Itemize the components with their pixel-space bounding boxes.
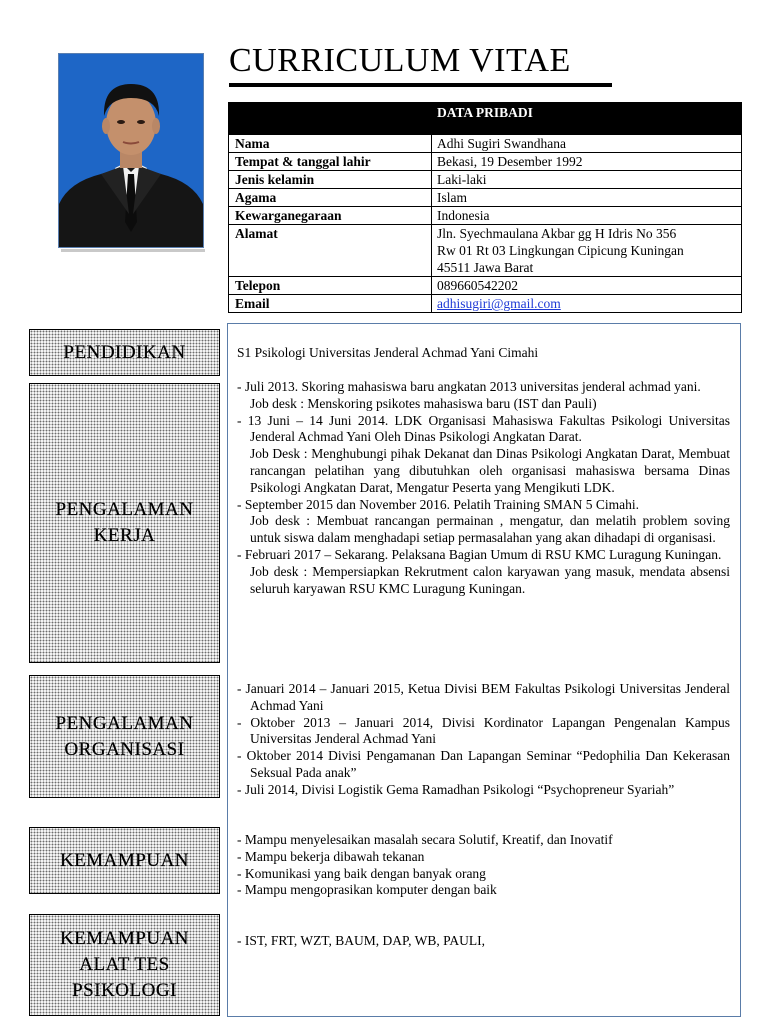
work-entry: - Februari 2017 – Sekarang. Pelaksana Bagian Umum di RSU KMC Luragung Kuningan. — [237, 546, 722, 562]
label-pengalaman-organisasi — [29, 675, 220, 798]
title-underline — [229, 83, 612, 87]
photo-shadow — [61, 249, 205, 252]
profile-photo — [58, 53, 204, 248]
label-alat-text-2: ALAT TES — [79, 954, 170, 975]
row-key-name: Nama — [229, 135, 432, 153]
row-value-phone: 089660542202 — [432, 277, 742, 295]
organization-entry: - Juli 2014, Divisi Logistik Gema Ramadhan Psikologi “Psychopreneur Syariah” — [237, 781, 675, 797]
personal-data-header: DATA PRIBADI — [229, 103, 742, 135]
psych-tools-entry: - IST, FRT, WZT, BAUM, DAP, WB, PAULI, — [237, 933, 485, 948]
table-row — [229, 225, 742, 277]
table-row — [229, 277, 742, 295]
row-value-nationality: Indonesia — [432, 207, 742, 225]
label-kemampuan — [29, 827, 220, 894]
label-organisasi-text-1: PENGALAMAN — [55, 712, 194, 734]
row-key-email: Email — [229, 295, 432, 313]
label-kemampuan-text: KEMAMPUAN — [59, 849, 190, 871]
work-jobdesk: Job Desk : Menghubungi pihak Dekanat dan Dinas Psikologi Angkatan Darat, Membuat rancangan pelatihan yang dibutuhkan oleh organisasi mahasiswa bersama Dinas Psikologi Angkatan Darat, Mengatur Peserta yang Mengikuti LDK. — [250, 446, 730, 495]
label-alat-tes — [29, 914, 220, 1016]
address-line-1: Jln. Syechmaulana Akbar gg H Idris No 356 — [437, 226, 677, 241]
label-kerja-text-1: PENGALAMAN — [55, 499, 194, 520]
organization-entry: - Oktober 2014 Divisi Pengamanan Dan Lapangan Seminar “Pedophilia Dan Kekerasan Seksual Pada anak” — [237, 748, 730, 780]
label-pengalaman-kerja — [29, 383, 220, 663]
row-value-email — [432, 295, 742, 313]
work-jobdesk: Job desk : Mempersiapkan Rekrutment calon karyawan yang masuk, mendata absensi seluruh karyawan RSU KMC Luragung Kuningan. — [250, 563, 730, 596]
page-title: CURRICULUM VITAE — [229, 42, 571, 79]
row-value-address — [432, 225, 742, 277]
content-pengalaman-organisasi — [237, 681, 730, 799]
content-kemampuan — [237, 832, 730, 899]
content-alat-tes — [237, 933, 730, 950]
skill-entry: - Mampu menyelesaikan masalah secara Solutif, Kreatif, dan Inovatif — [237, 832, 613, 847]
label-pendidikan — [29, 329, 220, 376]
row-key-gender: Jenis kelamin — [229, 171, 432, 189]
table-row — [229, 171, 742, 189]
row-key-nationality: Kewarganegaraan — [229, 207, 432, 225]
table-row — [229, 207, 742, 225]
row-key-birth: Tempat & tanggal lahir — [229, 153, 432, 171]
label-alat-text-1: KEMAMPUAN — [59, 928, 190, 949]
organization-entry: - Januari 2014 – Januari 2015, Ketua Divisi BEM Fakultas Psikologi Universitas Jenderal Achmad Yani — [237, 681, 730, 713]
label-pendidikan-text: PENDIDIKAN — [63, 341, 186, 363]
work-jobdesk: Job desk : Menskoring psikotes mahasiswa baru (IST dan Pauli) — [250, 395, 597, 411]
content-pendidikan — [237, 345, 730, 362]
work-jobdesk: Job desk : Membuat rancangan permainan , mengatur, dan melatih problem soving untuk siswa dalam menghadapi setiap permasalahan yang akan dihadapi di organisasi. — [250, 513, 730, 546]
education-entry: S1 Psikologi Universitas Jenderal Achmad Yani Cimahi — [237, 345, 539, 360]
table-row — [229, 295, 742, 313]
content-pengalaman-kerja — [237, 379, 730, 597]
row-key-phone: Telepon — [229, 277, 432, 295]
email-link[interactable]: adhisugiri@gmail.com — [437, 296, 561, 311]
skill-entry: - Mampu bekerja dibawah tekanan — [237, 848, 425, 864]
personal-data-table — [228, 102, 742, 313]
table-row — [229, 135, 742, 153]
organization-entry: - Oktober 2013 – Januari 2014, Divisi Kordinator Lapangan Pengenalan Kampus Universitas Jenderal Achmad Yani — [237, 714, 730, 747]
work-entry: - September 2015 dan November 2016. Pelatih Training SMAN 5 Cimahi. — [237, 496, 639, 512]
work-entry: - Juli 2013. Skoring mahasiswa baru angkatan 2013 universitas jenderal achmad yani. — [237, 379, 701, 394]
row-key-address: Alamat — [229, 225, 432, 277]
label-alat-text-3: PSIKOLOGI — [72, 980, 177, 1001]
table-row — [229, 189, 742, 207]
table-row — [229, 153, 742, 171]
row-key-religion: Agama — [229, 189, 432, 207]
row-value-name: Adhi Sugiri Swandhana — [432, 135, 742, 153]
skill-entry: - Mampu mengoprasikan komputer dengan baik — [237, 882, 497, 898]
label-kerja-text-2: KERJA — [93, 525, 156, 546]
work-entry: - 13 Juni – 14 Juni 2014. LDK Organisasi Mahasiswa Fakultas Psikologi Universitas Jenderal Achmad Yani Oleh Dinas Psikologi Angkatan Darat. — [237, 412, 730, 445]
row-value-religion: Islam — [432, 189, 742, 207]
address-line-2: Rw 01 Rt 03 Lingkungan Cipicung Kuningan — [437, 243, 684, 258]
label-organisasi-text-2: ORGANISASI — [64, 738, 185, 760]
row-value-gender: Laki-laki — [432, 171, 742, 189]
row-value-birth: Bekasi, 19 Desember 1992 — [432, 153, 742, 171]
address-line-3: 45511 Jawa Barat — [437, 260, 534, 275]
skill-entry: - Komunikasi yang baik dengan banyak orang — [237, 865, 486, 881]
